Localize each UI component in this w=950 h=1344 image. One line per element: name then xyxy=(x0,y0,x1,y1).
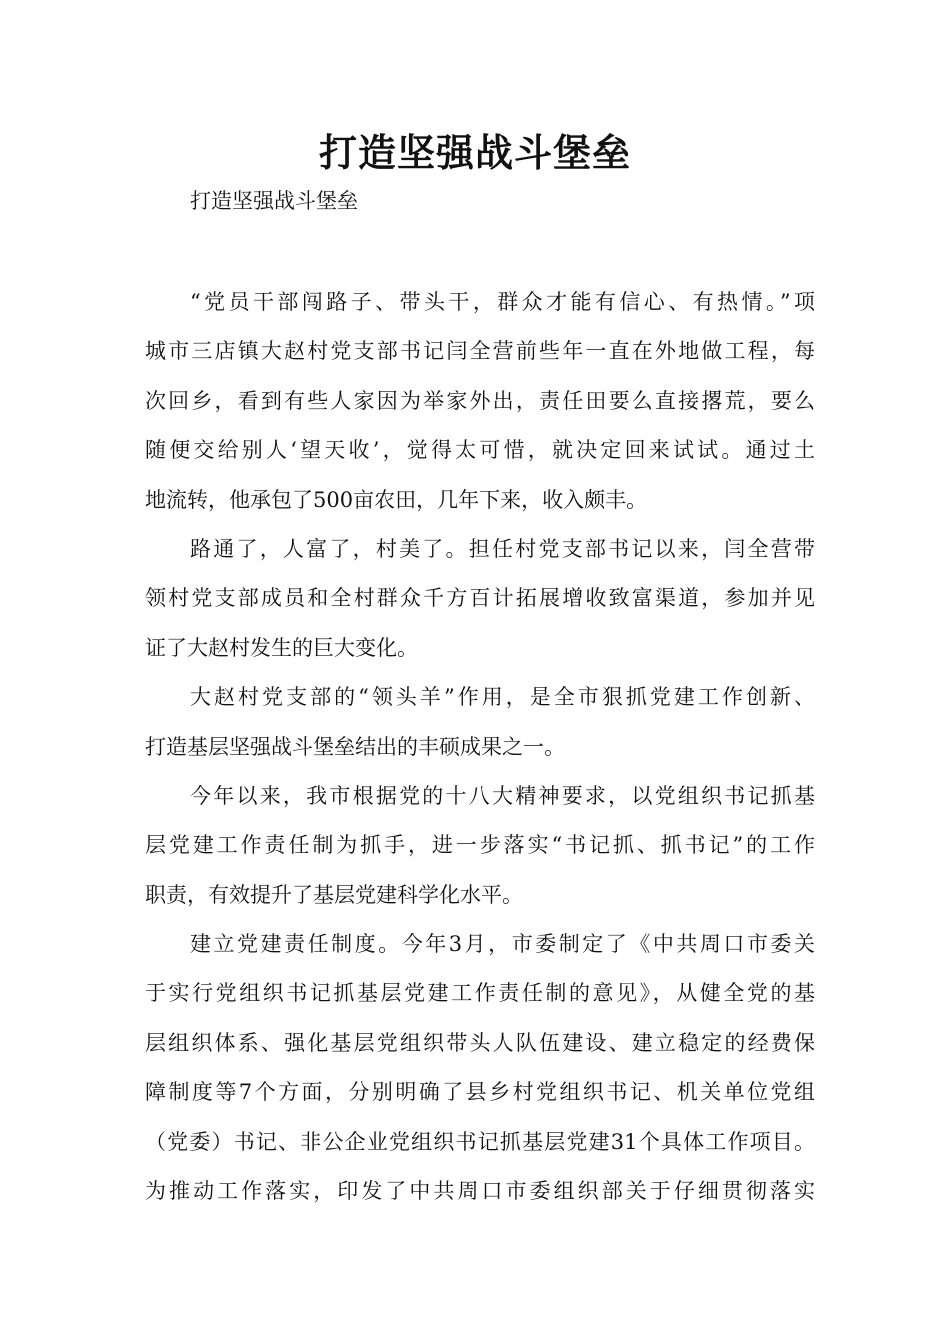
paragraph xyxy=(145,777,815,925)
text-line: 领村党支部成员和全村群众千方百计拓展增收致富渠道，参加并见 xyxy=(145,586,815,611)
text-line: 为推动工作落实，印发了中共周口市委组织部关于仔细贯彻落实 xyxy=(145,1179,815,1204)
text-line: 证了大赵村发生的巨大变化。 xyxy=(145,635,418,660)
document-body xyxy=(145,283,815,1221)
paragraph xyxy=(145,283,815,530)
text-line: 路通了，人富了，村美了。担任村党支部书记以来，闫全营带 xyxy=(190,536,815,561)
text-line: 打造基层坚强战斗堡垒结出的丰硕成果之一。 xyxy=(145,734,565,759)
document-title: 打造坚强战斗堡垒 xyxy=(318,130,631,175)
paragraph xyxy=(145,678,815,777)
text-line: 地流转，他承包了500亩农田，几年下来，收入颇丰。 xyxy=(145,487,648,512)
text-line: 今年以来，我市根据党的十八大精神要求，以党组织书记抓基 xyxy=(190,783,815,808)
text-line: 建立党建责任制度。今年3月，市委制定了《中共周口市委关 xyxy=(190,932,815,957)
text-line: 层党建工作责任制为抓手，进一步落实“书记抓、抓书记”的工作 xyxy=(145,833,815,858)
text-line: 随便交给别人‘望天收’，觉得太可惜，就决定回来试试。通过土 xyxy=(145,438,815,463)
text-line: 障制度等7个方面，分别明确了县乡村党组织书记、机关单位党组 xyxy=(145,1080,815,1105)
paragraph xyxy=(145,530,815,678)
paragraph xyxy=(145,925,815,1221)
text-line: 于实行党组织书记抓基层党建工作责任制的意见》，从健全党的基 xyxy=(145,981,815,1006)
text-line: 层组织体系、强化基层党组织带头人队伍建设、建立稳定的经费保 xyxy=(145,1030,815,1055)
text-line: 次回乡，看到有些人家因为举家外出，责任田要么直接撂荒，要么 xyxy=(145,388,815,413)
text-line: “党员干部闯路子、带头干，群众才能有信心、有热情。”项 xyxy=(190,290,815,314)
text-line: （党委）书记、非公企业党组织书记抓基层党建31个具体工作项目。 xyxy=(145,1129,815,1154)
text-line: 城市三店镇大赵村党支部书记闫全营前些年一直在外地做工程，每 xyxy=(145,339,815,364)
text-line: 大赵村党支部的“领头羊”作用，是全市狠抓党建工作创新、 xyxy=(190,685,815,710)
document-subtitle: 打造坚强战斗堡垒 xyxy=(190,189,358,213)
text-line: 职责，有效提升了基层党建科学化水平。 xyxy=(145,882,523,907)
